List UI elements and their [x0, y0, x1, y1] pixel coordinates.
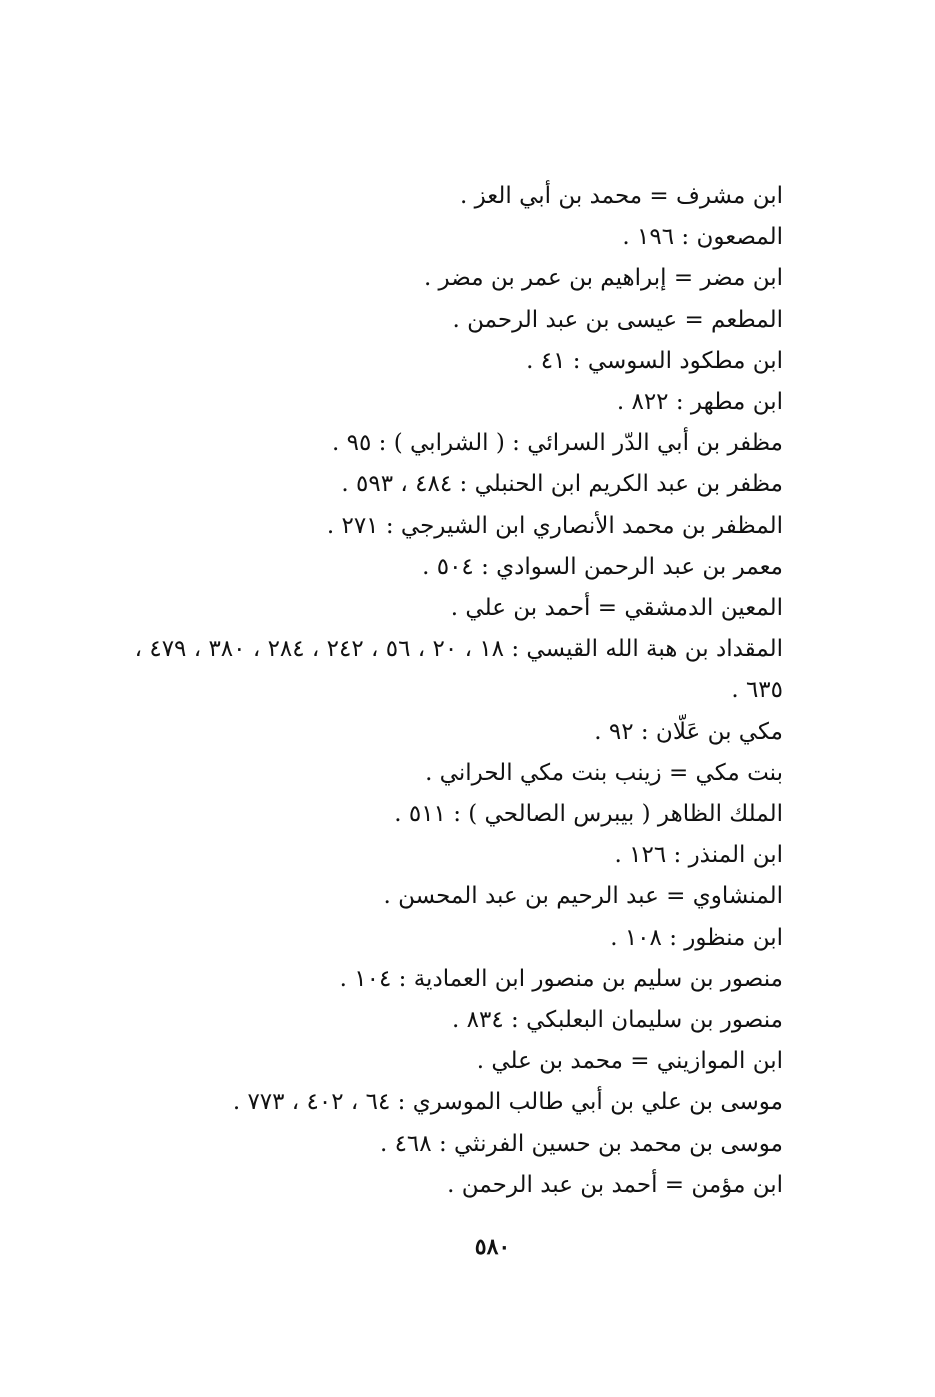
index-entries-list	[123, 176, 783, 1206]
index-entry: المظفر بن محمد الأنصاري ابن الشيرجي : ٢٧١ .	[326, 512, 783, 539]
index-entry: بنت مكي = زينب بنت مكي الحراني .	[425, 759, 783, 786]
index-entry: ابن مطهر : ٨٢٢ .	[616, 389, 783, 416]
index-entry: مظفر بن أبي الدّر السرائي : ( الشرابي ) : ٩٥ .	[332, 430, 783, 457]
index-entry: المقداد بن هبة الله القيسي : ١٨ ، ٢٠ ، ٥٦ ، ٢٤٢ ، ٢٨٤ ، ٣٨٠ ، ٤٧٩ ، ٦٣٥ .	[134, 636, 783, 704]
page-number: ٥٨٠	[474, 1234, 511, 1260]
index-entry: ابن مؤمن = أحمد بن عبد الرحمن .	[447, 1171, 783, 1198]
index-entry: منصور بن سليمان البعلبكي : ٨٣٤ .	[452, 1007, 783, 1034]
index-entry: منصور بن سليم بن منصور ابن العمادية : ١٠٤ .	[339, 965, 783, 992]
index-entry: موسى بن علي بن أبي طالب الموسري : ٦٤ ، ٤٠٢ ، ٧٧٣ .	[232, 1089, 783, 1116]
index-entry: المنشاوي = عبد الرحيم بن عبد المحسن .	[383, 883, 783, 910]
index-entry: المعين الدمشقي = أحمد بن علي .	[450, 595, 783, 622]
index-entry: ابن الموازيني = محمد بن علي .	[476, 1048, 783, 1075]
index-entry: موسى بن محمد بن حسين الفرنثي : ٤٦٨ .	[379, 1130, 783, 1157]
index-entry: معمر بن عبد الرحمن السوادي : ٥٠٤ .	[422, 553, 783, 580]
index-entry: المصعون : ١٩٦ .	[622, 224, 783, 251]
index-entry: ابن المنذر : ١٢٦ .	[614, 842, 783, 869]
index-entry: ابن مشرف = محمد بن أبي العز .	[459, 183, 783, 209]
index-entry: الملك الظاهر ( بيبرس الصالحي ) : ٥١١ .	[394, 801, 783, 828]
index-entry: مظفر بن عبد الكريم ابن الحنبلي : ٤٨٤ ، ٥٩٣ .	[341, 471, 783, 498]
index-entry: ابن مطكود السوسي : ٤١ .	[526, 347, 783, 374]
index-entry: ابن مضر = إبراهيم بن عمر بن مضر .	[423, 265, 783, 292]
index-entry: المطعم = عيسى بن عبد الرحمن .	[452, 306, 783, 333]
index-entry: ابن منظور : ١٠٨ .	[610, 924, 783, 951]
index-entry: مكي بن عَلّان : ٩٢ .	[594, 718, 783, 745]
